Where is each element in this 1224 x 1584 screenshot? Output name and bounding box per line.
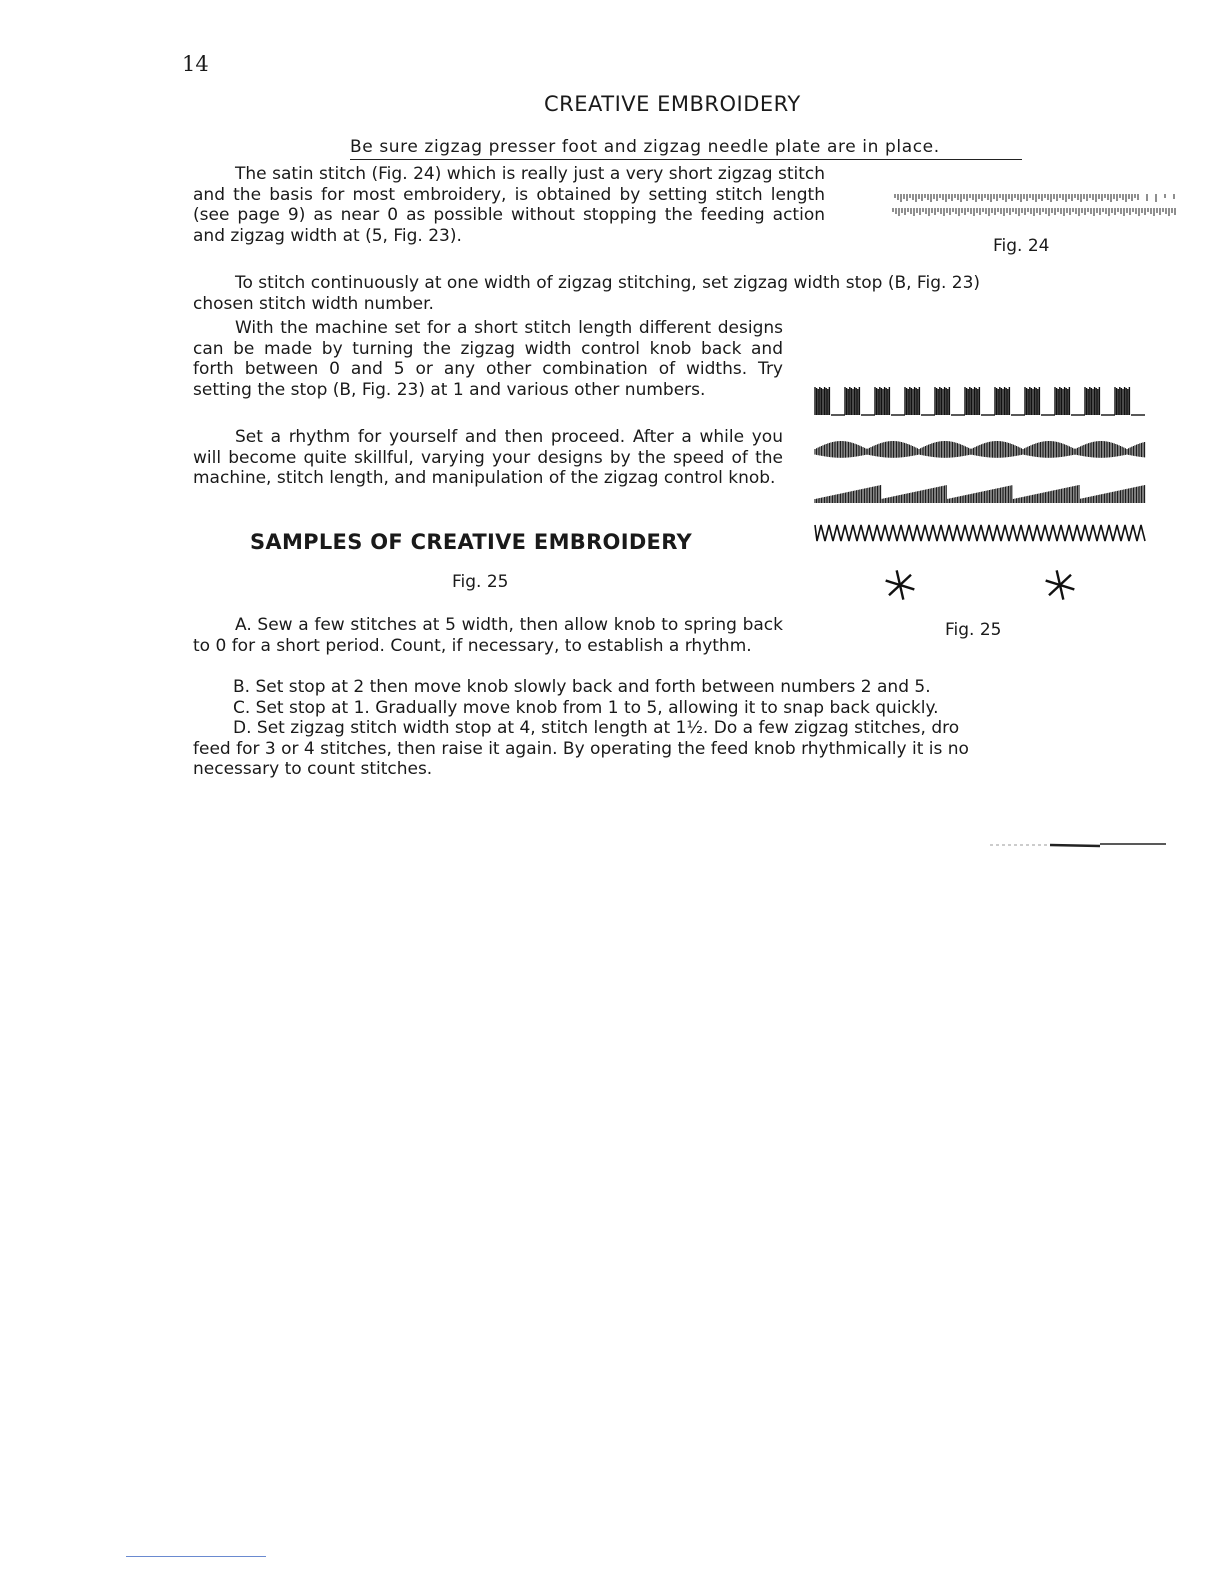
sample-item-b: B. Set stop at 2 then move knob slowly back and forth between numbers 2 and 5. bbox=[233, 677, 931, 697]
fig25-caption: Fig. 25 bbox=[945, 620, 1002, 640]
decorative-rule bbox=[990, 840, 1170, 850]
sample-item-d-line: necessary to count stitches. bbox=[193, 759, 433, 779]
paragraph-continuous-width bbox=[193, 273, 1193, 314]
fig24-stitch-image bbox=[893, 190, 1183, 220]
paragraph-line: chosen stitch width number. bbox=[193, 293, 434, 314]
paragraph-line: To stitch continuously at one width of zigzag stitching, set zigzag width stop (B, Fig. 23) bbox=[235, 273, 981, 293]
paragraph-designs bbox=[193, 318, 783, 400]
fig24-caption: Fig. 24 bbox=[993, 236, 1050, 256]
fig25-stitch-image bbox=[815, 385, 1155, 605]
paragraph-satin-stitch bbox=[193, 164, 825, 246]
paragraph-text: Set a rhythm for yourself and then proceed. After a while you will become quite skillful, varying your designs by the speed of the machine, stitch length, and manipulation of the zigzag control knob. bbox=[193, 427, 783, 488]
sample-items-bcd bbox=[193, 677, 1193, 780]
paragraph-text: The satin stitch (Fig. 24) which is really just a very short zigzag stitch and the basis for most embroidery, is obtained by setting stitch length (see page 9) as near 0 as possible without stopping the feeding action and zigzag width at (5, Fig. 23). bbox=[193, 164, 825, 246]
sample-item-d-line: feed for 3 or 4 stitches, then raise it again. By operating the feed knob rhythmically it is no bbox=[193, 738, 969, 759]
sample-item-c: C. Set stop at 1. Gradually move knob from 1 to 5, allowing it to snap back quickly. bbox=[233, 697, 939, 718]
section-heading: SAMPLES OF CREATIVE EMBROIDERY bbox=[250, 530, 693, 554]
sample-item-d: D. Set zigzag stitch width stop at 4, stitch length at 1½. Do a few zigzag stitches, dro bbox=[233, 718, 960, 738]
page-number: 14 bbox=[182, 52, 209, 76]
page-title: CREATIVE EMBROIDERY bbox=[544, 92, 801, 116]
fig-label: Fig. 25 bbox=[452, 572, 509, 592]
paragraph-text: With the machine set for a short stitch length different designs can be made by turning the zigzag width control knob back and forth between 0 and 5 or any other combination of widths. Try setting the stop (B, Fig. 23) at 1 and various other numbers. bbox=[193, 318, 783, 400]
footer-line bbox=[126, 1556, 266, 1557]
notice-line: Be sure zigzag presser foot and zigzag needle plate are in place. bbox=[350, 137, 1022, 160]
sample-item-a bbox=[193, 615, 783, 656]
paragraph-rhythm bbox=[193, 427, 783, 489]
sample-text: A. Sew a few stitches at 5 width, then allow knob to spring back to 0 for a short period. Count, if necessary, to establish a rhythm. bbox=[193, 615, 783, 656]
